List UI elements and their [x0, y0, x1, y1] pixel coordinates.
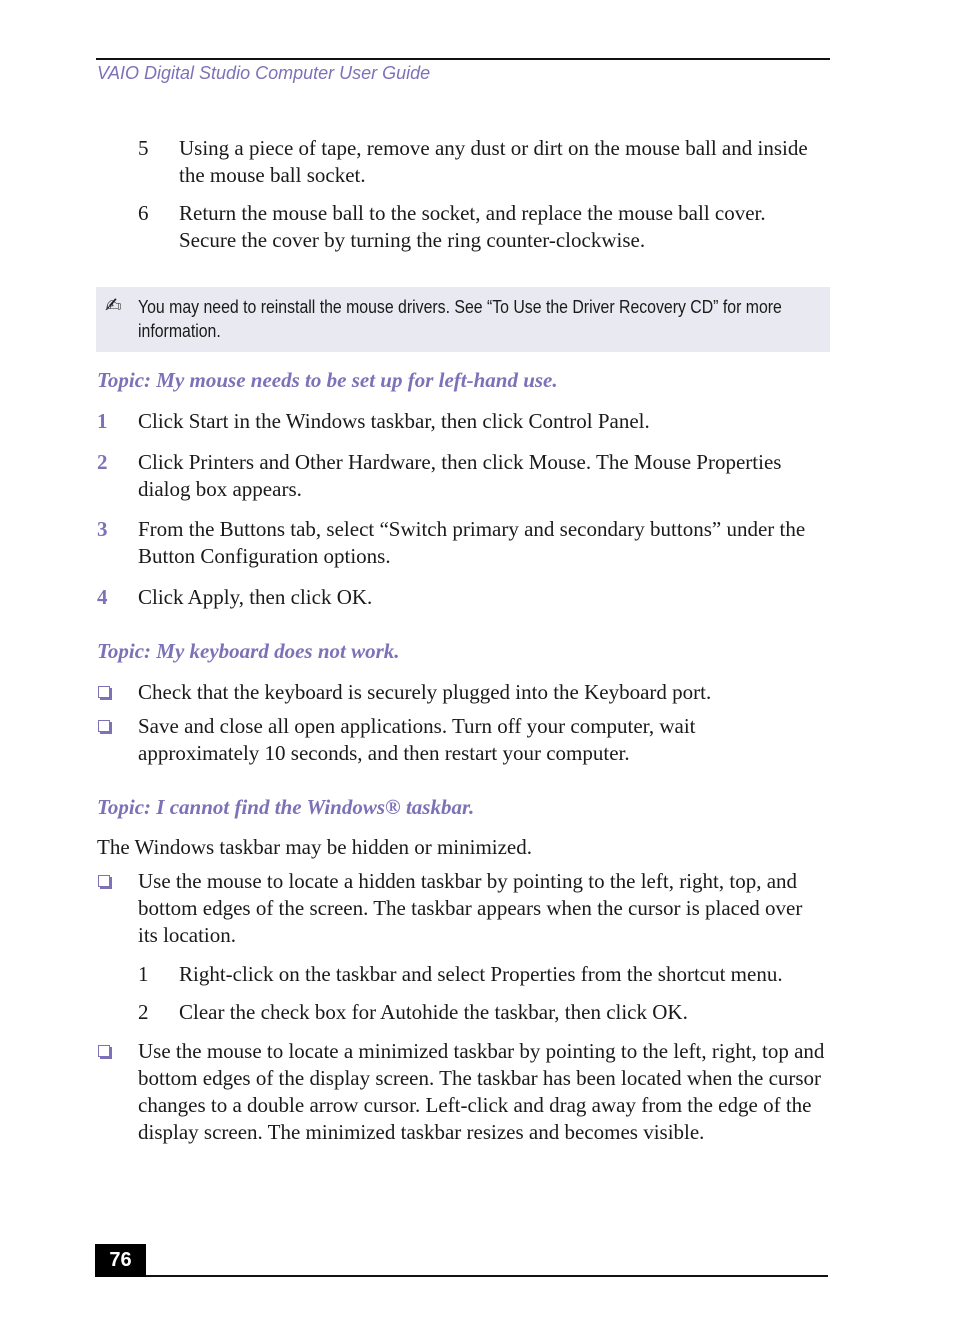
- header-rule: [96, 58, 830, 60]
- substep-text: Clear the check box for Autohide the taskbar, then click OK.: [179, 1000, 688, 1024]
- header-title: VAIO Digital Studio Computer User Guide: [97, 63, 431, 83]
- checkbox-bullet-icon: [98, 1045, 110, 1057]
- substep-number: 2: [138, 1000, 149, 1024]
- bullet-text: Use the mouse to locate a minimized taskbar by pointing to the left, right, top and bottom edges of the display screen. The taskbar has been located when the cursor changes to a double arrow cursor. Left-click and drag away from the edge of the display screen. The minimized taskbar resizes and becomes visible.: [138, 1039, 825, 1144]
- note-text: You may need to reinstall the mouse drivers. See “To Use the Driver Recovery CD” for more information.: [138, 297, 782, 341]
- checkbox-bullet-icon: [98, 720, 110, 732]
- footer-rule: [96, 1275, 828, 1277]
- step-number: 1: [97, 409, 108, 433]
- step-text: Click Start in the Windows taskbar, then click Control Panel.: [138, 409, 650, 433]
- step-text: Using a piece of tape, remove any dust or dirt on the mouse ball and inside the mouse ball socket.: [179, 136, 808, 187]
- bullet-text: Use the mouse to locate a hidden taskbar by pointing to the left, right, top, and bottom edges of the screen. The taskbar appears when the cursor is placed over its location.: [138, 869, 803, 947]
- step-text: Click Printers and Other Hardware, then click Mouse. The Mouse Properties dialog box appears.: [138, 450, 782, 501]
- topic-heading: Topic: My mouse needs to be set up for left-hand use.: [97, 368, 558, 392]
- checkbox-bullet-icon: [98, 686, 110, 698]
- step-number: 4: [97, 585, 108, 609]
- note-pencil-icon: ✍: [105, 293, 122, 317]
- step-number: 2: [97, 450, 108, 474]
- step-number: 3: [97, 517, 108, 541]
- substep-text: Right-click on the taskbar and select Properties from the shortcut menu.: [179, 962, 783, 986]
- note-box: [96, 287, 830, 352]
- page-number: 76: [95, 1244, 146, 1277]
- bullet-text: Check that the keyboard is securely plugged into the Keyboard port.: [138, 680, 712, 704]
- step-text: From the Buttons tab, select “Switch primary and secondary buttons” under the Button Configuration options.: [138, 517, 806, 568]
- checkbox-bullet-icon: [98, 875, 110, 887]
- substep-number: 1: [138, 962, 149, 986]
- intro-text: The Windows taskbar may be hidden or minimized.: [97, 835, 533, 859]
- step-text: Click Apply, then click OK.: [138, 585, 373, 609]
- step-number: 5: [138, 136, 149, 160]
- step-number: 6: [138, 201, 149, 225]
- topic-heading: Topic: My keyboard does not work.: [97, 639, 400, 663]
- bullet-text: Save and close all open applications. Turn off your computer, wait approximately 10 seconds, and then restart your computer.: [138, 714, 696, 765]
- topic-heading: Topic: I cannot find the Windows® taskbar.: [97, 795, 475, 819]
- step-text: Return the mouse ball to the socket, and replace the mouse ball cover. Secure the cover by turning the ring counter-clockwise.: [179, 201, 766, 252]
